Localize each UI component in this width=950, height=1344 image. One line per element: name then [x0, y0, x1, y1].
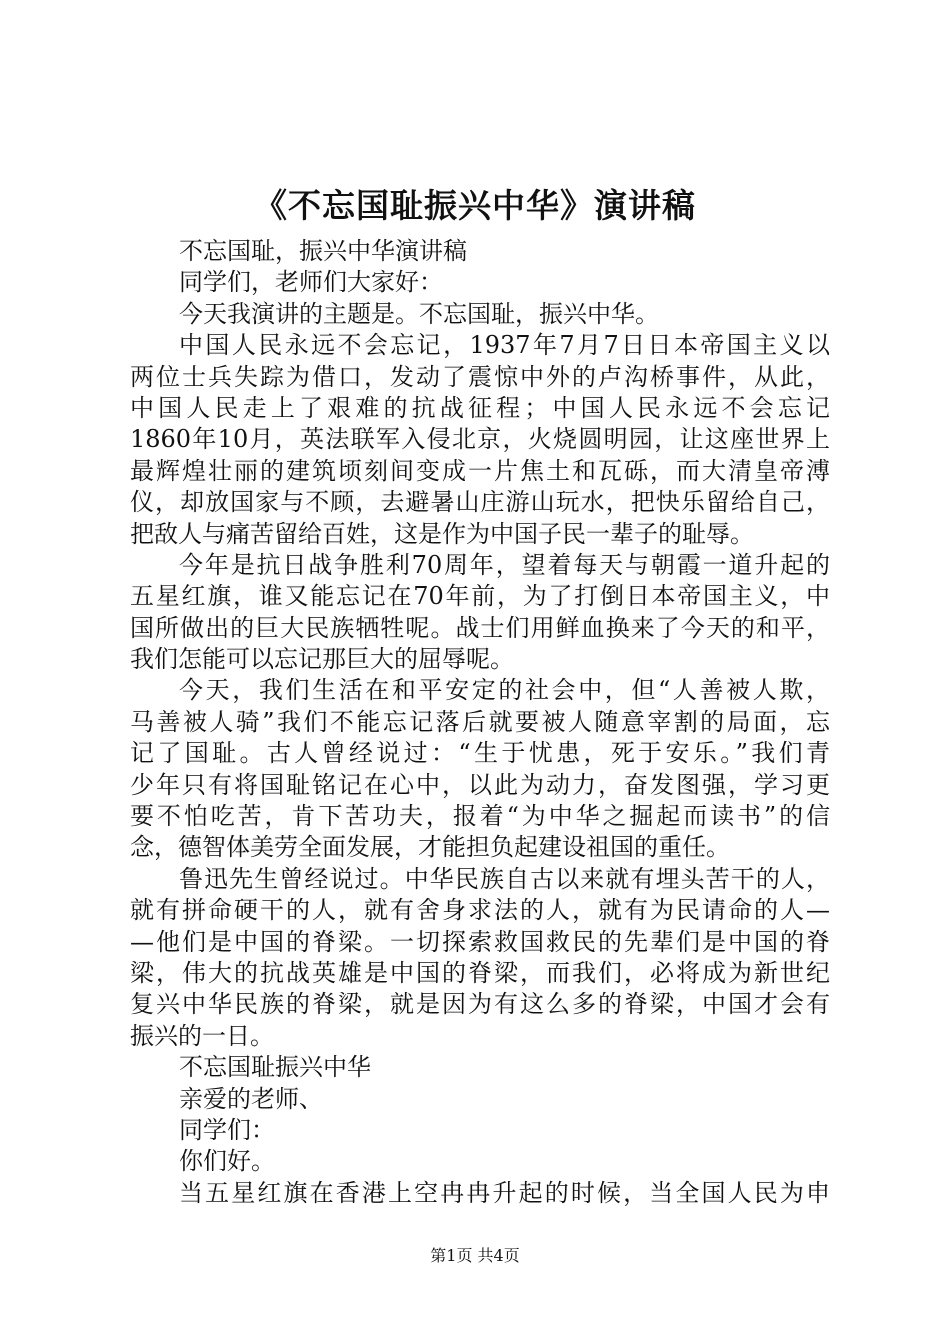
text-line: 1860年10月，英法联军入侵北京，火烧圆明园，让这座世界上 [130, 425, 830, 454]
text-line: —他们是中国的脊梁。一切探索救国救民的先辈们是中国的脊 [130, 927, 830, 956]
text-line: 中国人民走上了艰难的抗战征程；中国人民永远不会忘记 [130, 393, 830, 422]
page-footer: 第1页 共4页 [430, 1246, 520, 1265]
text-line: 少年只有将国耻铭记在心中，以此为动力，奋发图强，学习更 [130, 770, 830, 799]
text-line: 最辉煌壮丽的建筑顷刻间变成一片焦土和瓦砾，而大清皇帝溥 [130, 456, 830, 485]
text-line: 亲爱的老师、 [179, 1084, 323, 1113]
text-line: 不忘国耻，振兴中华演讲稿 [179, 237, 467, 265]
text-line: 你们好。 [179, 1147, 275, 1176]
text-line: 梁，伟大的抗战英雄是中国的脊梁，而我们，必将成为新世纪 [130, 958, 830, 987]
text-line: 仪，却放国家与不顾，去避暑山庄游山玩水，把快乐留给自己， [130, 488, 830, 517]
text-line: 振兴的一日。 [130, 1021, 274, 1050]
text-line: 同学们，老师们大家好： [179, 268, 443, 297]
text-line: 要不怕吃苦，肯下苦功夫，报着“为中华之掘起而读书”的信 [130, 802, 830, 831]
text-line: 今天，我们生活在和平安定的社会中，但“人善被人欺， [179, 676, 830, 705]
text-line: 当五星红旗在香港上空冉冉升起的时候，当全国人民为申 [179, 1178, 830, 1207]
text-line: 国所做出的巨大民族牺牲呢。战士们用鲜血换来了今天的和平， [130, 613, 830, 642]
text-line: 今天我演讲的主题是。不忘国耻，振兴中华。 [179, 299, 659, 328]
document-body [130, 236, 830, 1209]
text-line: 记了国耻。古人曾经说过：“生于忧患，死于安乐。”我们青 [130, 739, 830, 768]
text-line: 念，德智体美劳全面发展，才能担负起建设祖国的重任。 [130, 833, 730, 862]
text-line: 今年是抗日战争胜利70周年，望着每天与朝霞一道升起的 [179, 550, 830, 579]
text-line: 同学们： [179, 1115, 275, 1144]
text-line: 我们怎能可以忘记那巨大的屈辱呢。 [130, 645, 514, 674]
text-line: 中国人民永远不会忘记，1937年7月7日日本帝国主义以 [179, 331, 830, 360]
text-line: 五星红旗，谁又能忘记在70年前，为了打倒日本帝国主义，中 [130, 582, 830, 611]
text-line: 不忘国耻振兴中华 [179, 1053, 371, 1082]
text-line: 把敌人与痛苦留给百姓，这是作为中国子民一辈子的耻辱。 [130, 519, 754, 548]
document-title: 《不忘国耻振兴中华》演讲稿 [254, 186, 696, 225]
text-line: 两位士兵失踪为借口，发动了震惊中外的卢沟桥事件，从此， [130, 362, 830, 391]
text-line: 马善被人骑”我们不能忘记落后就要被人随意宰割的局面，忘 [130, 707, 830, 736]
text-line: 鲁迅先生曾经说过。中华民族自古以来就有埋头苦干的人， [179, 864, 830, 893]
text-line: 复兴中华民族的脊梁，就是因为有这么多的脊梁，中国才会有 [130, 990, 830, 1019]
text-line: 就有拼命硬干的人，就有舍身求法的人，就有为民请命的人— [130, 896, 830, 925]
